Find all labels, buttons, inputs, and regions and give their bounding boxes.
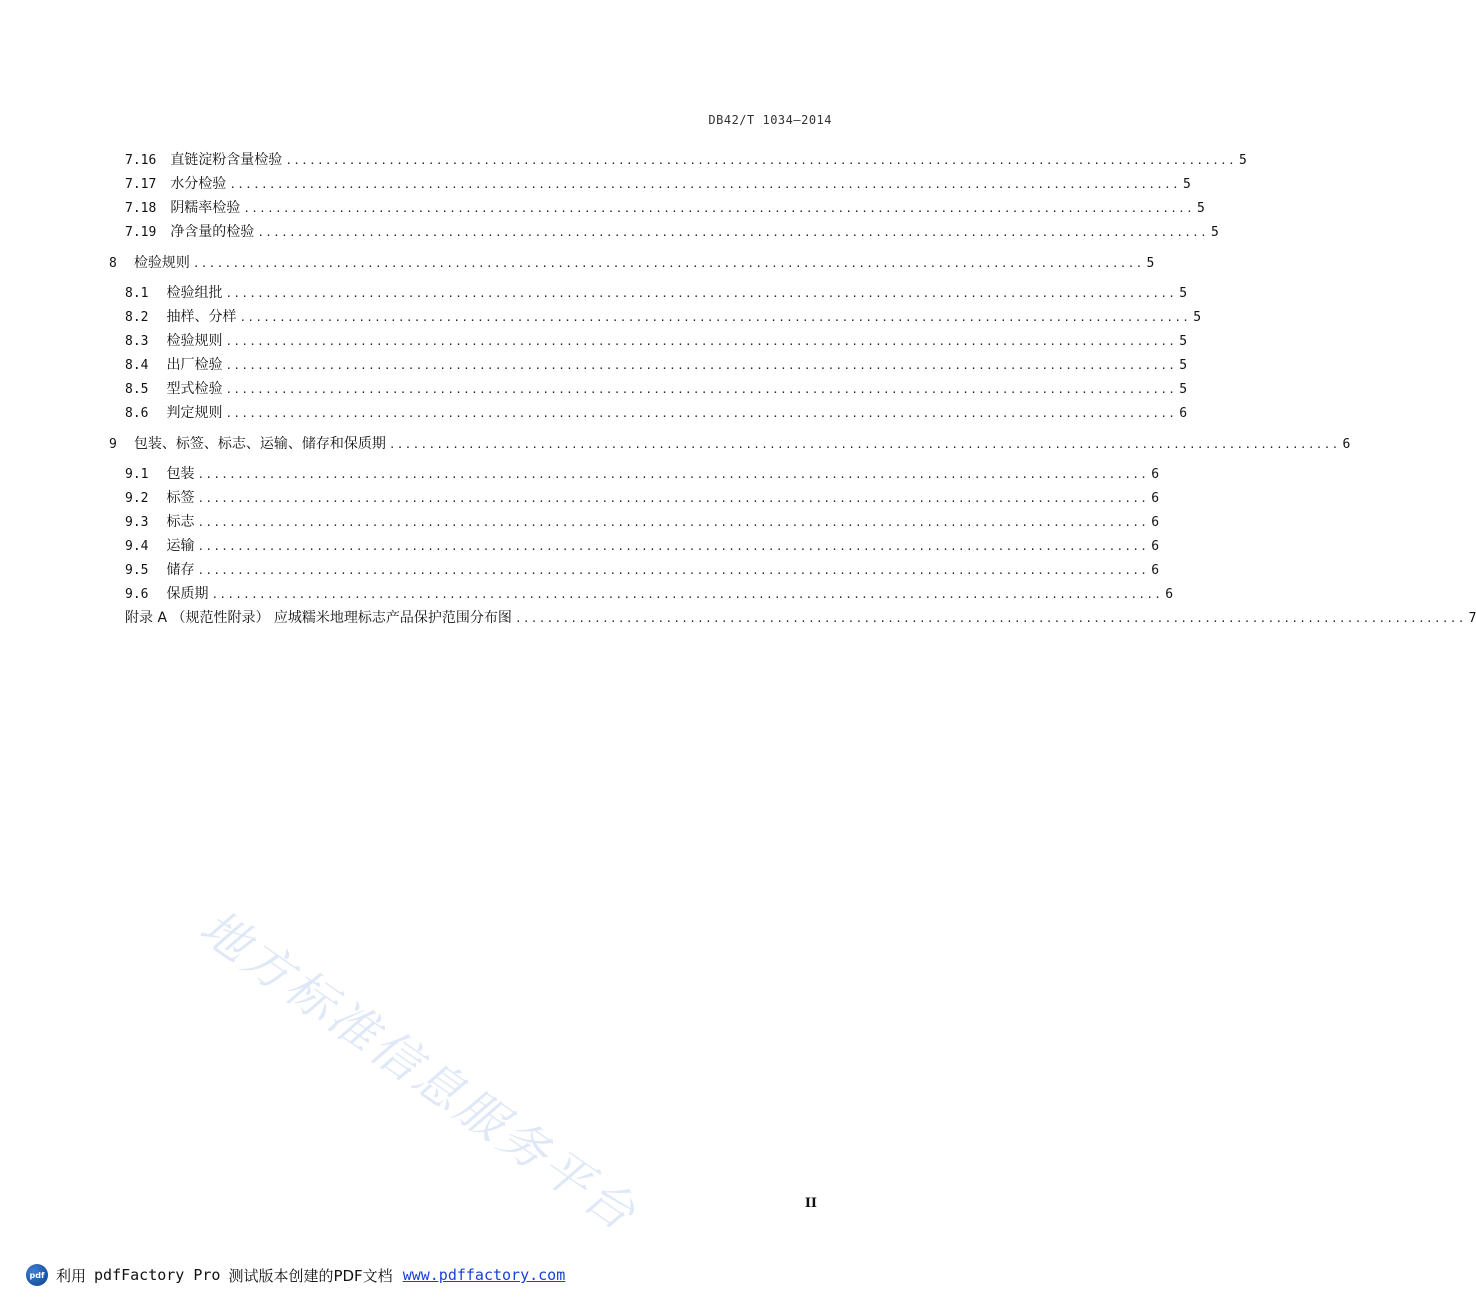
toc-entry-number: 9.3 xyxy=(125,515,149,530)
toc-entry-page: 6 xyxy=(1165,587,1174,602)
toc-entry-title: 检验规则 xyxy=(133,255,190,271)
toc-leader: ........................................................................................................................ xyxy=(285,154,1237,167)
toc-leader: ........................................................................................................................ xyxy=(257,226,1209,239)
toc-entry-title: 水分检验 xyxy=(170,176,227,192)
page-number: II xyxy=(804,1196,817,1211)
toc-entry-page: 5 xyxy=(1183,177,1191,192)
toc-leader: ........................................................................................................................ xyxy=(229,178,1181,191)
toc-entry-page: 5 xyxy=(1197,201,1205,216)
toc-entry[interactable] xyxy=(125,198,1205,218)
toc-entry-title: 运输 xyxy=(166,538,195,554)
toc-entry-number: 9 xyxy=(109,437,117,452)
toc-entry-title: 阴糯率检验 xyxy=(170,200,241,216)
toc-entry-number: 8.6 xyxy=(125,406,149,421)
toc-chapter[interactable] xyxy=(109,253,1155,273)
watermark-text: 地方标准信息服务平台 xyxy=(189,899,648,1244)
toc-entry-title: 包装 xyxy=(166,466,195,482)
toc-entry[interactable] xyxy=(125,307,1202,327)
toc-entry-title: 标志 xyxy=(166,514,195,530)
toc-leader: ........................................................................................................................ xyxy=(197,540,1149,553)
toc-entry-title: 型式检验 xyxy=(166,381,223,397)
toc-entry[interactable] xyxy=(125,584,1174,604)
toc-leader: ........................................................................................................................ xyxy=(197,564,1149,577)
toc-entry-page: 6 xyxy=(1151,515,1160,530)
toc-entry[interactable] xyxy=(125,536,1160,556)
toc-leader: ........................................................................................................................ xyxy=(225,407,1177,420)
toc-entry-number: 7.17 xyxy=(125,177,157,192)
toc-entry-page: 5 xyxy=(1193,310,1202,325)
footer-prefix: 利用 xyxy=(56,1266,87,1285)
toc-entry-page: 6 xyxy=(1342,437,1351,452)
toc-entry-title: 判定规则 xyxy=(166,405,223,421)
toc-entry-title: 保质期 xyxy=(166,586,209,602)
toc-entry[interactable] xyxy=(125,403,1188,423)
toc-entry[interactable] xyxy=(125,283,1188,303)
toc-entry-page: 6 xyxy=(1151,491,1160,506)
toc-entry-page: 6 xyxy=(1151,563,1160,578)
toc-leader: ........................................................................................................................ xyxy=(239,311,1191,324)
toc-entry-page: 6 xyxy=(1179,406,1188,421)
toc-entry-title: 直链淀粉含量检验 xyxy=(170,152,283,168)
toc-entry-title: 包装、标签、标志、运输、储存和保质期 xyxy=(133,436,386,452)
toc-appendix[interactable] xyxy=(125,608,1476,628)
toc-leader: ........................................................................................................................ xyxy=(197,468,1149,481)
toc-entry[interactable] xyxy=(125,331,1188,351)
toc-entry-page: 5 xyxy=(1179,334,1188,349)
toc-entry-number: 7.18 xyxy=(125,201,157,216)
toc-leader: ........................................................................................................................ xyxy=(243,202,1195,215)
toc-entry-number: 8.2 xyxy=(125,310,149,325)
toc-leader: ........................................................................................................................ xyxy=(197,492,1149,505)
toc-chapter[interactable] xyxy=(109,434,1351,454)
toc-entry-number: 8 xyxy=(109,256,117,271)
document-code: DB42/T 1034—2014 xyxy=(708,113,832,127)
toc-entry-page: 5 xyxy=(1179,358,1188,373)
footer-link[interactable]: www.pdffactory.com xyxy=(402,1266,566,1284)
toc-entry-page: 5 xyxy=(1179,286,1188,301)
toc-entry-page: 5 xyxy=(1146,256,1155,271)
toc-entry-title: 检验规则 xyxy=(166,333,223,349)
toc-entry[interactable] xyxy=(125,464,1160,484)
toc-entry[interactable] xyxy=(125,355,1188,375)
toc-entry-page: 5 xyxy=(1239,153,1247,168)
toc-leader: ........................................................................................................................ xyxy=(211,588,1163,601)
toc-entry-title: 净含量的检验 xyxy=(170,224,255,240)
toc-entry-page: 5 xyxy=(1179,382,1188,397)
toc-entry-title: 出厂检验 xyxy=(166,357,223,373)
toc-entry-page: 6 xyxy=(1151,539,1160,554)
toc-leader: ........................................................................................................................ xyxy=(514,612,1466,625)
toc-leader: ........................................................................................................................ xyxy=(197,516,1149,529)
toc-entry-title: 抽样、分样 xyxy=(166,309,237,325)
toc-entry[interactable] xyxy=(125,512,1160,532)
footer-product: pdfFactory Pro xyxy=(94,1266,221,1284)
toc-entry-page: 6 xyxy=(1151,467,1160,482)
toc-entry[interactable] xyxy=(125,150,1247,170)
toc-entry-number: 8.1 xyxy=(125,286,149,301)
toc-entry-number: 9.6 xyxy=(125,587,149,602)
toc-leader: ........................................................................................................................ xyxy=(225,383,1177,396)
toc-entry[interactable] xyxy=(125,379,1188,399)
toc-entry-number: 8.4 xyxy=(125,358,149,373)
pdf-footer xyxy=(26,1264,565,1286)
footer-suffix: 测试版本创建的PDF文档 xyxy=(228,1266,393,1285)
toc-leader: ........................................................................................................................ xyxy=(225,335,1177,348)
toc-entry-title: 标签 xyxy=(166,490,195,506)
toc-entry-number: 8.3 xyxy=(125,334,149,349)
toc-entry-title: 检验组批 xyxy=(166,285,223,301)
toc-entry-title: 储存 xyxy=(166,562,195,578)
toc-entry-number: 7.16 xyxy=(125,153,157,168)
toc-entry-number: 9.1 xyxy=(125,467,149,482)
toc-entry-number: 8.5 xyxy=(125,382,149,397)
toc-leader: ........................................................................................................................ xyxy=(388,438,1340,451)
toc-entry[interactable] xyxy=(125,222,1219,242)
toc-entry[interactable] xyxy=(125,560,1160,580)
toc-entry-page: 5 xyxy=(1211,225,1219,240)
toc-entry-number: 7.19 xyxy=(125,225,157,240)
toc-entry-title: 附录 A （规范性附录） 应城糯米地理标志产品保护范围分布图 xyxy=(125,610,512,626)
toc-entry[interactable] xyxy=(125,488,1160,508)
toc-entry-number: 9.2 xyxy=(125,491,149,506)
toc-entry-number: 9.4 xyxy=(125,539,149,554)
toc-entry-number: 9.5 xyxy=(125,563,149,578)
toc-leader: ........................................................................................................................ xyxy=(192,257,1144,270)
pdffactory-logo-icon: pdf xyxy=(26,1264,48,1286)
toc-entry[interactable] xyxy=(125,174,1191,194)
toc-entry-page: 7 xyxy=(1468,611,1476,626)
toc-leader: ........................................................................................................................ xyxy=(225,287,1177,300)
toc-leader: ........................................................................................................................ xyxy=(225,359,1177,372)
